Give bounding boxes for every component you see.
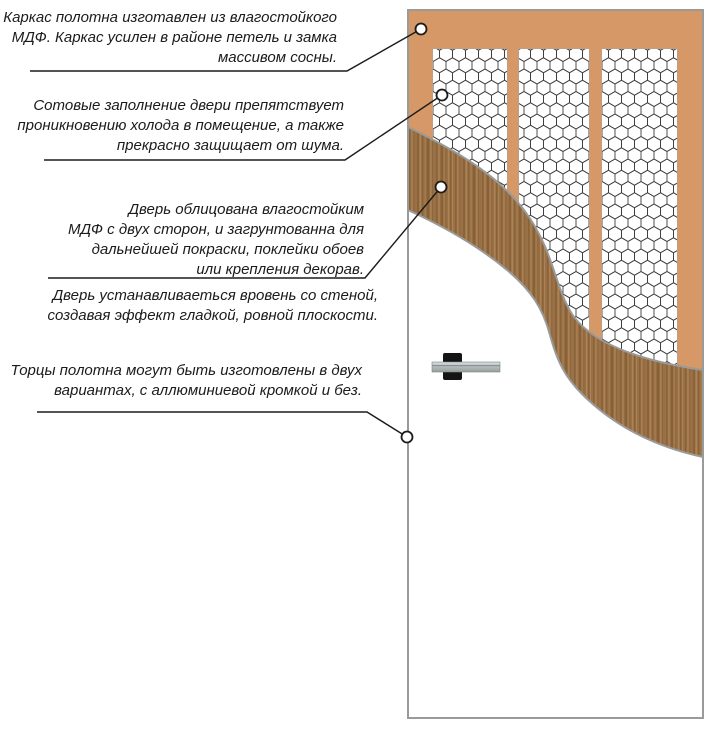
- annotation-facing-line-2: МДФ с двух сторон, и загрунтованна для: [68, 221, 364, 238]
- annotation-edges: [11, 361, 362, 401]
- annotation-frame-line-2: МДФ. Каркас усилен в районе петель и замка: [11, 29, 337, 46]
- leader-line-edges: [37, 412, 407, 437]
- door-handle-lever-seam: [432, 365, 500, 366]
- annotation-facing-line-1: Дверь облицована влагостойким: [128, 201, 364, 218]
- annotation-honeycomb-line-2: проникновению холода в помещение, а также: [17, 117, 344, 134]
- annotation-frame-line-1: Каркас полотна изготавлен из влагостойкого: [3, 9, 337, 26]
- annotation-honeycomb-line-1: Сотовые заполнение двери препятствует: [33, 97, 344, 114]
- annotation-honeycomb-line-3: прекрасно защищает от шума.: [116, 137, 344, 154]
- door-illustration: [407, 9, 704, 719]
- annotation-honeycomb: [17, 96, 344, 156]
- annotation-facing: [68, 200, 364, 280]
- annotation-flush-mount: [47, 286, 378, 326]
- annotation-facing-line-4: или крепления декорав.: [196, 261, 364, 278]
- annotation-facing-line-3: дальнейшей покраски, поклейки обоев: [91, 241, 364, 258]
- annotation-flush-mount-line-1: Дверь устанавливаеться вровень со стеной,: [52, 287, 378, 304]
- annotation-flush-mount-line-2: создавая эффект гладкой, ровной плоскости.: [47, 307, 378, 324]
- annotation-edges-line-2: вариантах, с аллюминиевой кромкой и без.: [54, 382, 362, 399]
- annotation-frame-line-3: массивом сосны.: [217, 49, 337, 66]
- annotation-edges-line-1: Торцы полотна могут быть изготовлены в двух: [10, 362, 362, 379]
- door-handle-lever: [432, 362, 500, 372]
- annotation-frame: [3, 8, 337, 68]
